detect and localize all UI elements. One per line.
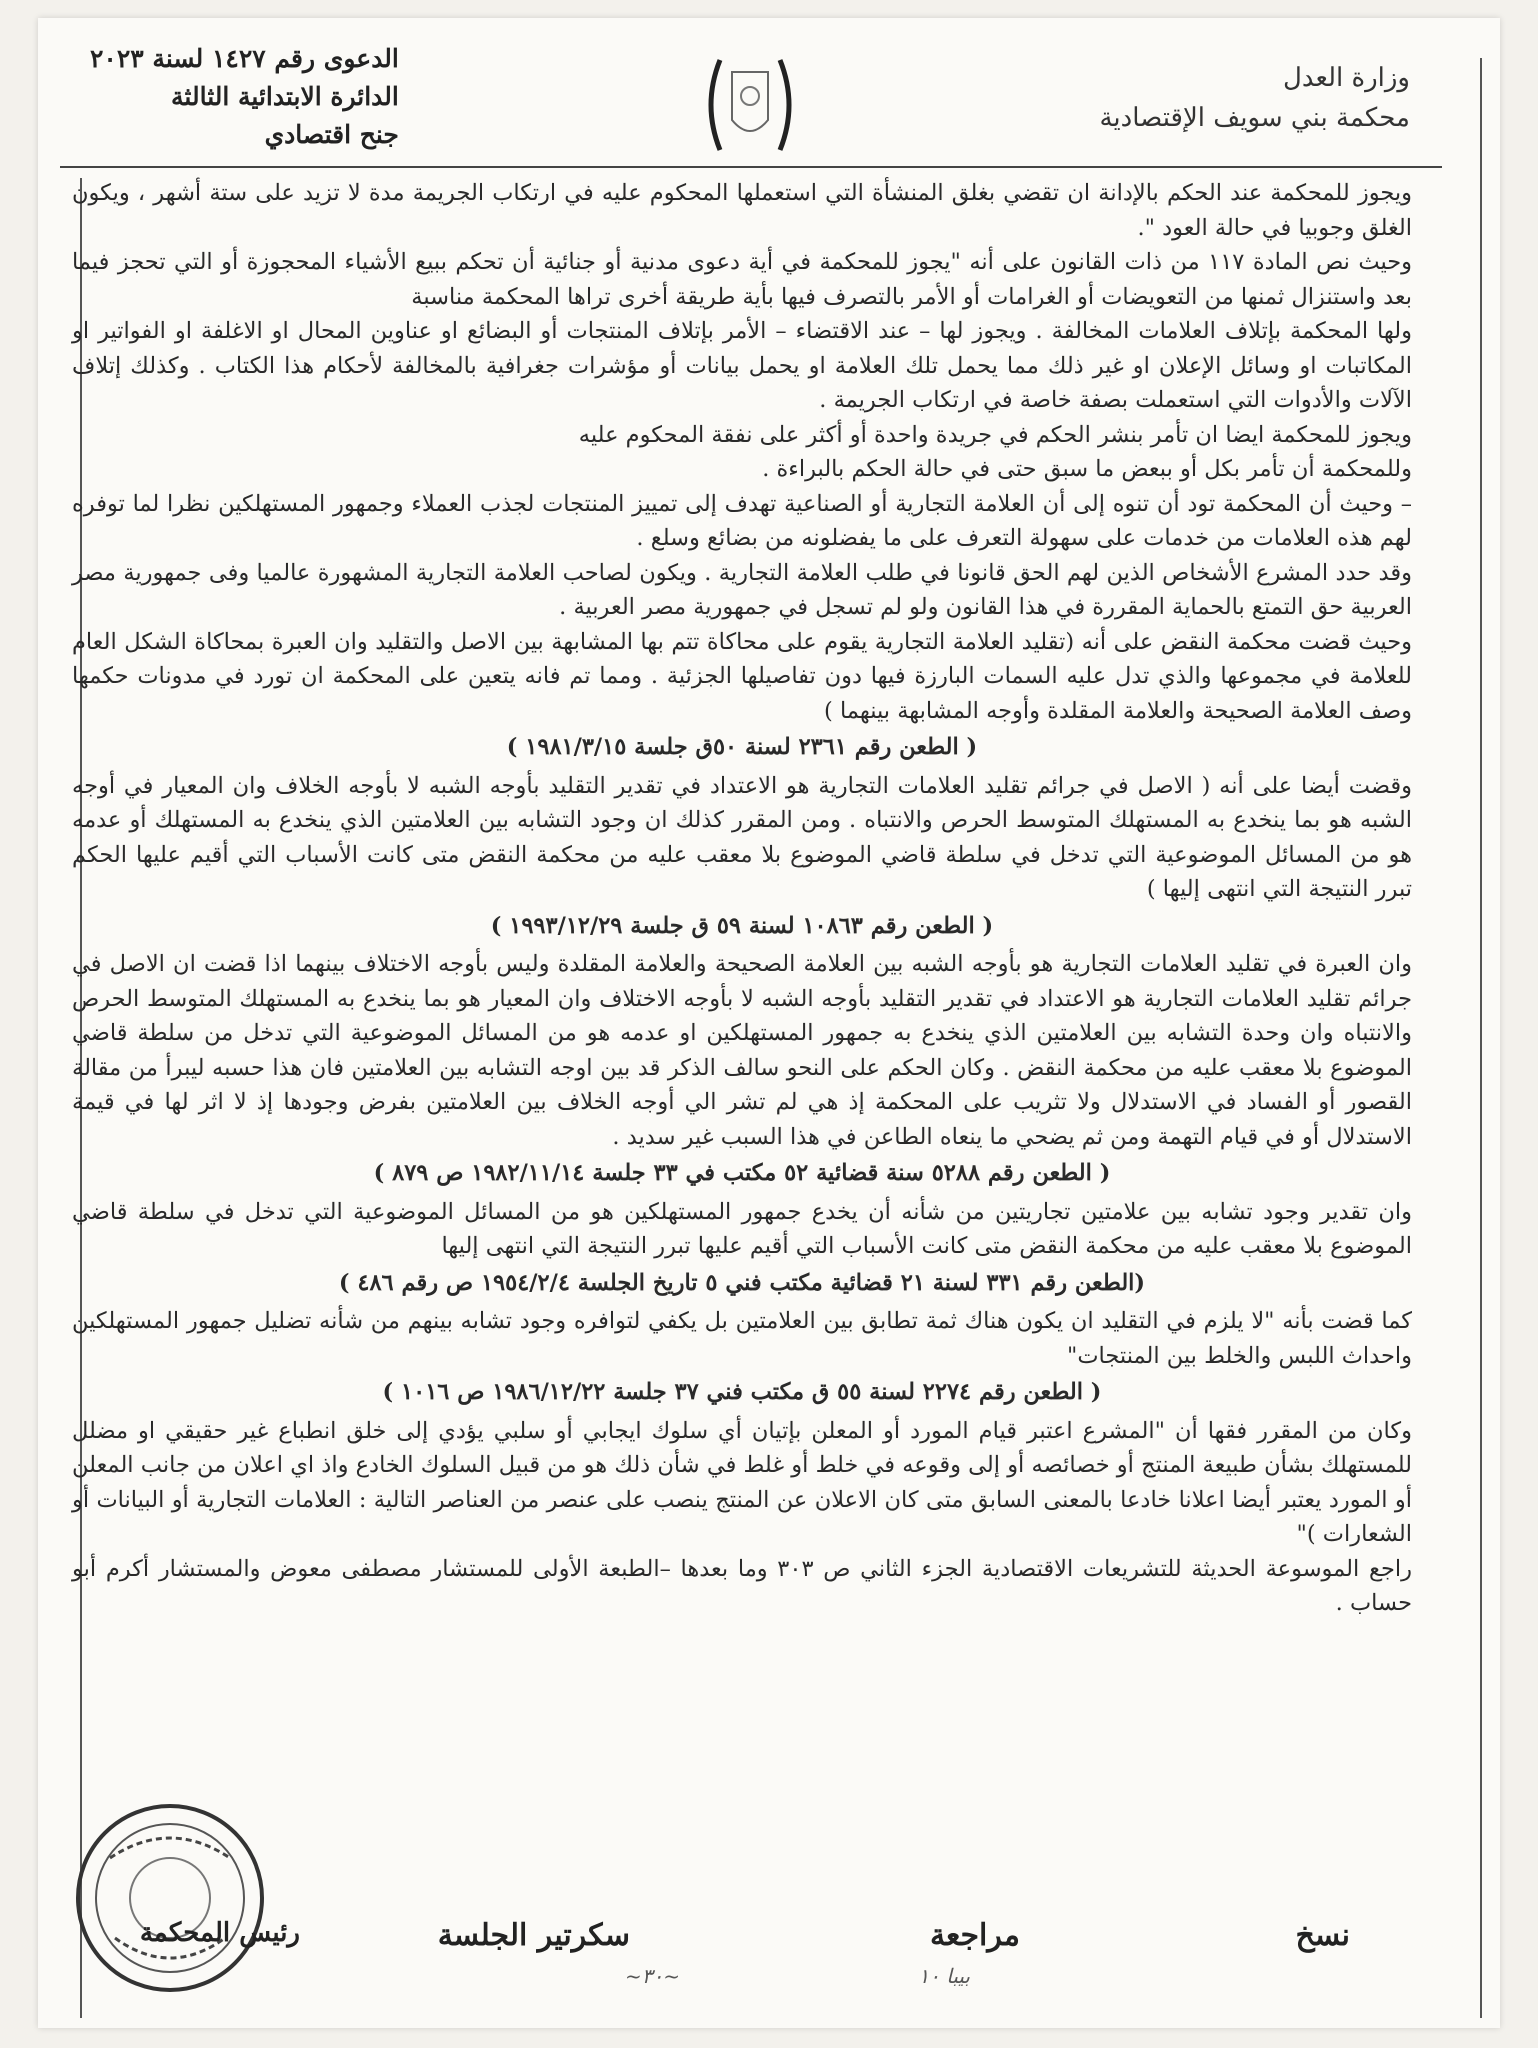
paragraph: كما قضت بأنه "لا يلزم في التقليد ان يكون هناك ثمة تطابق بين العلامتين بل يكفي لتوافره وجود تشابه بينهم من شأنه تضليل جمهور المستهلكين واحداث اللبس والخلط بين المنتجات": [72, 1308, 1412, 1369]
case-type: جنح اقتصادي: [264, 120, 399, 149]
secretary-label: سكرتير الجلسة: [437, 1918, 630, 1953]
document-header: [60, 36, 1440, 166]
paragraph: وان تقدير وجود تشابه بين علامتين تجاريتين من شأنه أن يخدع جمهور المستهلكين هو من المسائل الموضوعية التي تدخل في سلطة قاضي الموضوع بلا معقب عليه من محكمة النقض متى كانت الأسباب التي أقيم عليها تبرر النتيجة التي انتهى إليها: [72, 1198, 1412, 1259]
paragraph: وحيث قضت محكمة النقض على أنه (تقليد العلامة التجارية يقوم على محاكاة تتم بها المشابهة بين الاصل والتقليد وان العبرة بمحاكاة الشكل العام للعلامة في مجموعها والذي تدل عليه السمات البارزة فيها دون تفاصيلها الجزئية . ومما تم فانه يتعين على المحكمة ان تورد في مدونات حكمها وصف العلامة الصحيحة والعلامة المقلدة وأوجه المشابهة بينهما ): [72, 628, 1412, 724]
case-block: [90, 40, 399, 154]
court-emblem-icon: [690, 50, 810, 160]
handwritten-note: بيبا ١٠: [918, 1964, 970, 1988]
paragraph: – وحيث أن المحكمة تود أن تنوه إلى أن العلامة التجارية أو الصناعية تهدف إلى تمييز المنتجات لجذب العملاء وجمهور المستهلكين نظرا لما توفره لهم هذه العلامات من خدمات على سهولة التعرف على ما يفضلونه من بضائع وسلع .: [72, 490, 1412, 551]
issuer-block: [1099, 58, 1410, 138]
paragraph: وحيث نص المادة ١١٧ من ذات القانون على أنه "يجوز للمحكمة في أية دعوى مدنية أو جنائية أن تحكم ببيع الأشياء المحجوزة أو التي تحجز فيما بعد واستنزال ثمنها من التعويضات أو الغرامات أو الأمر بالتصرف فيها بأية طريقة أخرى تراها المحكمة مناسبة: [72, 249, 1413, 310]
signature-footer: [60, 1900, 1440, 1990]
paragraph: وكان من المقرر فقها أن "المشرع اعتبر قيام المورد أو المعلن بإتيان أي سلوك ايجابي أو سلبي يؤدي إلى خلق انطباع غير حقيقي او مضلل للمستهلك بشأن طبيعة المنتج أو خصائصه أو إلى وقوعه في خلط أو غلط في شأن ذلك هو من قبيل السلوك الخادع واذ اي اعلان من جانب المعلن أو المورد يعتبر أيضا اعلانا خادعا بالمعنى السابق متى كان الاعلان عن المنتج ينصب على عنصر من العناصر التالية : العلامات التجارية أو البيانات أو الشعارات )": [72, 1417, 1412, 1547]
paragraph: راجع الموسوعة الحديثة للتشريعات الاقتصادية الجزء الثاني ص ٣٠٣ وما بعدها –الطبعة الأولى للمستشار مصطفى معوض والمستشار أكرم أبو حساب .: [72, 1555, 1412, 1616]
copies-label: نسخ: [1295, 1918, 1350, 1953]
paragraph: وللمحكمة أن تأمر بكل أو ببعض ما سبق حتى في حالة الحكم بالبراءة .: [762, 456, 1412, 482]
handwritten-note: ~٣٠~: [624, 1964, 680, 1988]
paragraph: وقد حدد المشرع الأشخاص الذين لهم الحق قانونا في طلب العلامة التجارية . ويكون لصاحب العلامة التجارية المشهورة عالميا وفى جمهورية مصر العربية حق التمتع بالحماية المقررة في هذا القانون ولو لم تسجل في جمهورية مصر العربية .: [72, 559, 1412, 620]
paragraph: وان العبرة في تقليد العلامات التجارية هو بأوجه الشبه بين العلامة الصحيحة والعلامة المقلدة وليس بأوجه الاختلاف بينهما اذا قضت ان الاصل في جرائم تقليد العلامات التجارية هو الاعتداد في تقدير التقليد بأوجه الشبه لا بأوجه الاختلاف وان المعيار هو بما ينخدع به المستهلك المتوسط الحرص والانتباه وان وحدة التشابه بين العلامتين الذي ينخدع به جمهور المستهلكين او عدمه هو من المسائل الموضوعية التي تدخل من سلطة قاضي الموضوع بلا معقب عليه من محكمة النقض . وكان الحكم على النحو سالف الذكر قد بين اوجه التشابه بين العلامتين فان هذا حسبه ليبرأ من مقالة القصور أو الفساد في الاستدلال ولا تثريب على المحكمة إذ هي لم تشر الي أوجه الخلاف بين العلامتين بفرض وجودها إذ لا اثر لها في قيمة الاستدلال أو في قيام التهمة ومن ثم يضحي ما ينعاه الطاعن في هذا السبب غير سديد .: [72, 951, 1412, 1150]
circuit-name: الدائرة الابتدائية الثالثة: [171, 82, 399, 111]
header-divider: [60, 166, 1442, 168]
paragraph: ويجوز للمحكمة ايضا ان تأمر بنشر الحكم في جريدة واحدة أو أكثر على نفقة المحكوم عليه: [578, 421, 1412, 448]
judgment-body: [72, 176, 1412, 1621]
case-number: الدعوى رقم ١٤٢٧ لسنة ٢٠٢٣: [90, 44, 399, 73]
citation: ( الطعن رقم ٢٣٦١ لسنة ٥٠ق جلسة ١٩٨١/٣/١٥ ): [506, 734, 978, 760]
page-frame-right: [1480, 58, 1482, 2018]
review-label: مراجعة: [929, 1918, 1020, 1953]
paragraph: ولها المحكمة بإتلاف العلامات المخالفة . ويجوز لها – عند الاقتضاء – الأمر بإتلاف المنتجات أو البضائع او عناوين المحال او الاغلفة او الفواتير او المكاتبات او وسائل الإعلان او غير ذلك مما يحمل تلك العلامة او يحمل بيانات أو مؤشرات جغرافية بالمخالفة لأحكام هذا الكتاب . وكذلك إتلاف الآلات والأدوات التي استعملت بصفة خاصة في ارتكاب الجريمة .: [72, 318, 1412, 413]
citation: ( الطعن رقم ٢٢٧٤ لسنة ٥٥ ق مكتب فني ٣٧ جلسة ١٩٨٦/١٢/٢٢ ص ١٠١٦ ): [382, 1379, 1102, 1405]
president-label: رئيس المحكمة: [139, 1918, 300, 1948]
paragraph: ويجوز للمحكمة عند الحكم بالإدانة ان تقضي بغلق المنشأة التي استعملها المحكوم عليه في ارتكاب الجريمة مدة لا تزيد على ستة أشهر ، ويكون الغلق وجوبيا في حالة العود ".: [72, 180, 1412, 241]
citation: ( الطعن رقم ١٠٨٦٣ لسنة ٥٩ ق جلسة ١٩٩٣/١٢/٢٩ ): [490, 912, 994, 939]
court-name: محكمة بني سويف الإقتصادية: [1099, 103, 1410, 133]
citation: ( الطعن رقم ٥٢٨٨ سنة قضائية ٥٢ مكتب في ٣٣ جلسة ١٩٨٢/١١/١٤ ص ٨٧٩ ): [373, 1160, 1111, 1186]
citation: (الطعن رقم ٣٣١ لسنة ٢١ قضائية مكتب فني ٥ تاريخ الجلسة ١٩٥٤/٢/٤ ص رقم ٤٨٦ ): [338, 1269, 1146, 1296]
ministry-name: وزارة العدل: [1282, 63, 1410, 93]
paragraph: وقضت أيضا على أنه ( الاصل في جرائم تقليد العلامات التجارية هو الاعتداد في تقدير التقليد بأوجه الشبه لا بأوجه الخلاف وان المعيار في أوجه الشبه هو بما ينخدع به المستهلك المتوسط الحرص والانتباه . ومن المقرر كذلك ان وجود التشابه بين العلامتين الذي ينخدع به المستهلك أو عدمه هو من المسائل الموضوعية التي تدخل في سلطة قاضي الموضوع بلا معقب عليه من محكمة النقض متى كانت الأسباب التي أقيم عليها الحكم تبرر النتيجة التي انتهى إليها ): [72, 772, 1412, 902]
